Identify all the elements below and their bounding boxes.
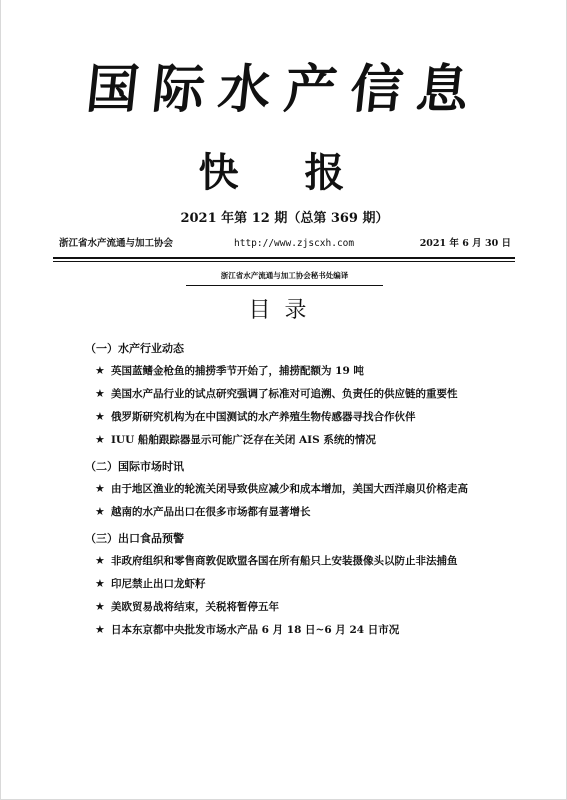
- toc-section-title: （二）国际市场时讯: [85, 460, 184, 473]
- publisher-name: 浙江省水产流通与加工协会: [59, 238, 174, 249]
- translator-credit: 浙江省水产流通与加工协会秘书处编译: [220, 271, 349, 280]
- toc-item[interactable]: [85, 622, 525, 638]
- toc-item[interactable]: [85, 481, 525, 497]
- toc-title: 目录: [248, 298, 321, 323]
- toc-item-text: 日本东京都中央批发市场水产品 6 月 18 日~6 月 24 日市况: [111, 624, 400, 636]
- masthead-title: 国际水产信息: [83, 59, 486, 120]
- star-bullet-icon: ★: [95, 482, 105, 495]
- toc-section: [85, 341, 525, 448]
- star-bullet-icon: ★: [95, 410, 105, 423]
- toc-item-text: 英国蓝鳍金枪鱼的捕捞季节开始了，捕捞配额为 19 吨: [111, 365, 364, 377]
- star-bullet-icon: ★: [95, 387, 105, 400]
- toc-section-title: （三）出口食品预警: [85, 532, 184, 545]
- header-rule-thin: [53, 261, 515, 262]
- toc-item[interactable]: [85, 363, 525, 379]
- toc-item[interactable]: [85, 432, 525, 448]
- toc-item-text: 非政府组织和零售商敦促欧盟各国在所有船只上安装摄像头以防止非法捕鱼: [111, 555, 458, 567]
- toc-item-text: 由于地区渔业的轮流关闭导致供应减少和成本增加，美国大西洋扇贝价格走高: [111, 483, 468, 495]
- toc-section: [85, 459, 525, 520]
- header-rule-thick: [53, 257, 515, 259]
- toc-item[interactable]: [85, 599, 525, 615]
- table-of-contents: [85, 341, 525, 645]
- website-link[interactable]: http://www.zjscxh.com: [234, 238, 355, 249]
- toc-item-text: 美国水产品行业的试点研究强调了标准对可追溯、负责任的供应链的重要性: [111, 388, 458, 400]
- toc-item[interactable]: [85, 576, 525, 592]
- toc-item-text: IUU 船舶跟踪器显示可能广泛存在关闭 AIS 系统的情况: [111, 434, 376, 446]
- toc-item-text: 印尼禁止出口龙虾籽: [111, 578, 206, 590]
- toc-section: [85, 531, 525, 638]
- bulletin-subtitle: 快 报: [198, 150, 371, 196]
- toc-item[interactable]: [85, 409, 525, 425]
- toc-item[interactable]: [85, 504, 525, 520]
- publication-meta-row: [59, 236, 511, 252]
- publish-date: 2021 年 6 月 30 日: [419, 238, 511, 249]
- star-bullet-icon: ★: [95, 623, 105, 636]
- toc-item-text: 美欧贸易战将结束，关税将暂停五年: [111, 601, 279, 613]
- credit-underline: [186, 285, 383, 286]
- issue-number: 2021 年第 12 期（总第 369 期）: [180, 211, 389, 226]
- toc-section-title: （一）水产行业动态: [85, 342, 184, 355]
- toc-item-text: 俄罗斯研究机构为在中国测试的水产养殖生物传感器寻找合作伙伴: [111, 411, 416, 423]
- toc-item[interactable]: [85, 553, 525, 569]
- toc-item[interactable]: [85, 386, 525, 402]
- star-bullet-icon: ★: [95, 505, 105, 518]
- star-bullet-icon: ★: [95, 577, 105, 590]
- star-bullet-icon: ★: [95, 554, 105, 567]
- toc-item-text: 越南的水产品出口在很多市场都有显著增长: [111, 506, 311, 518]
- star-bullet-icon: ★: [95, 600, 105, 613]
- star-bullet-icon: ★: [95, 433, 105, 446]
- star-bullet-icon: ★: [95, 364, 105, 377]
